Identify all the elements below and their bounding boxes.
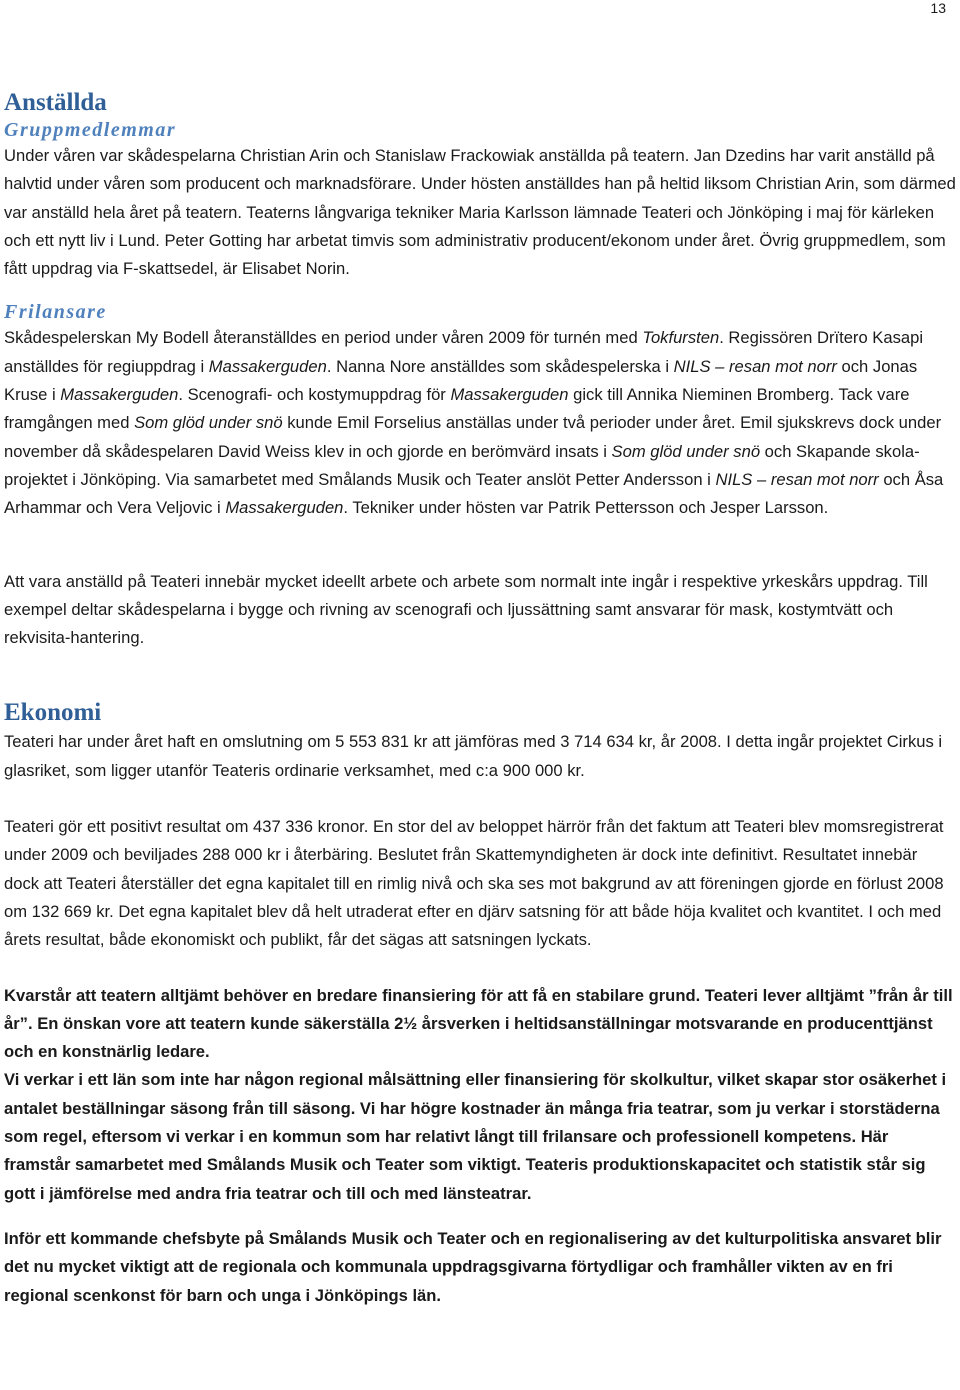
work-title: Tokfursten (642, 328, 720, 348)
paragraph-ekonomi-regionalisation: Inför ett kommande chefsbyte på Smålands Musik och Teater och en regionalisering av det kulturpolitiska ansvaret blir det nu mycket viktigt att de regionala och kommunala uppdragsgivarna förtydligar och framhåller vikten av en fri regional scenkonst för barn och unga i Jönköpings län. (4, 1228, 942, 1305)
paragraph-frilansare (4, 324, 956, 522)
heading-ekonomi: Ekonomi (4, 699, 102, 727)
work-title: resan mot norr (770, 469, 879, 489)
paragraph-ekonomi-turnover: Teateri har under året haft en omslutning om 5 553 831 kr att jämföras med 3 714 634 kr, år 2008. I detta ingår projektet Cirkus i glasriket, som ligger utanför Teateris ordinarie verksamhet, med c:a 900 000 kr. (4, 732, 943, 780)
subheading-gruppmedlemmar: Gruppmedlemmar (4, 119, 177, 141)
work-title: NILS (715, 469, 753, 489)
text-segment: och Jonas Kruse i (4, 356, 918, 405)
work-title: Massakerguden (60, 385, 179, 405)
work-title: Massakerguden (225, 498, 344, 518)
work-title: Massakerguden (208, 356, 327, 376)
paragraph-employment-note: Att vara anställd på Teateri innebär mycket ideellt arbete och arbete som normalt inte ingår i respektive yrkeskårs uppdrag. Till exempel deltar skådespelarna i bygge och rivning av scenografi och ljussättning samt ansvarar för mask, kostymtvätt och rekvisita-hantering. (4, 571, 928, 648)
paragraph-gruppmedlemmar: Under våren var skådespelarna Christian Arin och Stanislaw Frackowiak anställda på teatern. Jan Dzedins har varit anställd på halvtid under våren som producent och marknadsförare. Under hösten anställdes han på heltid liksom Christian Arin, som därmed var anställd hela året på teatern. Teaterns långvariga tekniker Maria Karlsson lämnade Teateri och Jönköping i maj för kärleken och ett nytt liv i Lund. Peter Gotting har arbetat timvis som administrativ producent/ekonom under året. Övrig gruppmedlem, som fått uppdrag via F-skattsedel, är Elisabet Norin. (4, 146, 956, 279)
paragraph-ekonomi-financing: Kvarstår att teatern alltjämt behöver en bredare finansiering för att få en stabilare grund. Teateri lever alltjämt ”från år till år”. En önskan vore att teatern kunde säkerställa 2½ årsverken i heltidsanställningar motsvarande en producenttjänst och en konstnärlig ledare. (4, 985, 953, 1062)
document-body (4, 88, 956, 1310)
work-title: Som glöd under snö (611, 441, 761, 461)
text-segment: kunde Emil Forselius anställas under två perioder under året. Emil sjukskrevs dock under november då skådespelaren David Weiss klev in och gjorde en berömvärd insats i (4, 413, 942, 461)
text-segment: gick till Annika Nieminen Bromberg. Tack vare framgången med (4, 385, 910, 433)
text-segment: – (752, 469, 771, 489)
work-title: Som glöd under snö (134, 413, 283, 433)
text-segment: . Regissören Drïtero Kasapi anställdes för regiuppdrag i (4, 328, 924, 376)
work-title: Massakerguden (450, 385, 569, 405)
text-segment: Skådespelerskan My Bodell återanställdes en period under våren 2009 för turnén med (4, 328, 643, 348)
text-segment: . Nanna Nore anställdes som skådespelerska i (326, 356, 674, 376)
work-title: NILS – resan mot norr (673, 356, 837, 376)
text-segment: och Åsa Arhammar och Vera Veljovic i (4, 469, 944, 518)
subheading-frilansare: Frilansare (4, 301, 107, 324)
paragraph-ekonomi-result: Teateri gör ett positivt resultat om 437 336 kronor. En stor del av beloppet härrör från det faktum att Teateri blev momsregistrerat under 2009 och beviljades 288 000 kr i återbäring. Beslutet från Skattemyndigheten är dock inte definitivt. Resultatet innebär dock att Teateri återställer det egna kapitalet till en rimlig nivå och ska ses mot bakgrund av att föreningen gjorde en förlust 2008 om 132 669 kr. Det egna kapitalet blev då helt utraderat efter en djärv satsning för att både höja kvalitet och kvantitet. I och med årets resultat, både ekonomiskt och publikt, får det sägas att satsningen lyckats. (4, 817, 944, 950)
heading-anstallda: Anställda (4, 89, 107, 116)
text-segment: . Tekniker under hösten var Patrik Pettersson och Jesper Larsson. (343, 498, 829, 518)
page-number: 13 (930, 0, 946, 16)
paragraph-ekonomi-school-culture: Vi verkar i ett län som inte har någon regional målsättning eller finansiering för skolkultur, vilket skapar stor osäkerhet i antalet beställningar säsong från till säsong. Vi har högre kostnader än många fria teatrar, som ju verkar i storstäderna som regel, eftersom vi verkar i en kommun som har relativt långt till frilansare och professionell kompetens. Här framstår samarbetet med Smålands Musik och Teater som viktigt. Teateris produktionskapacitet och statistik står sig gott i jämförelse med andra fria teatrar och till och med länsteatrar. (4, 1070, 947, 1203)
text-segment: . Scenografi- och kostymuppdrag för (178, 385, 451, 405)
text-segment: och Skapande skola-projektet i Jönköping. Via samarbetet med Smålands Musik och Teater anslöt Petter Andersson i (4, 441, 920, 489)
